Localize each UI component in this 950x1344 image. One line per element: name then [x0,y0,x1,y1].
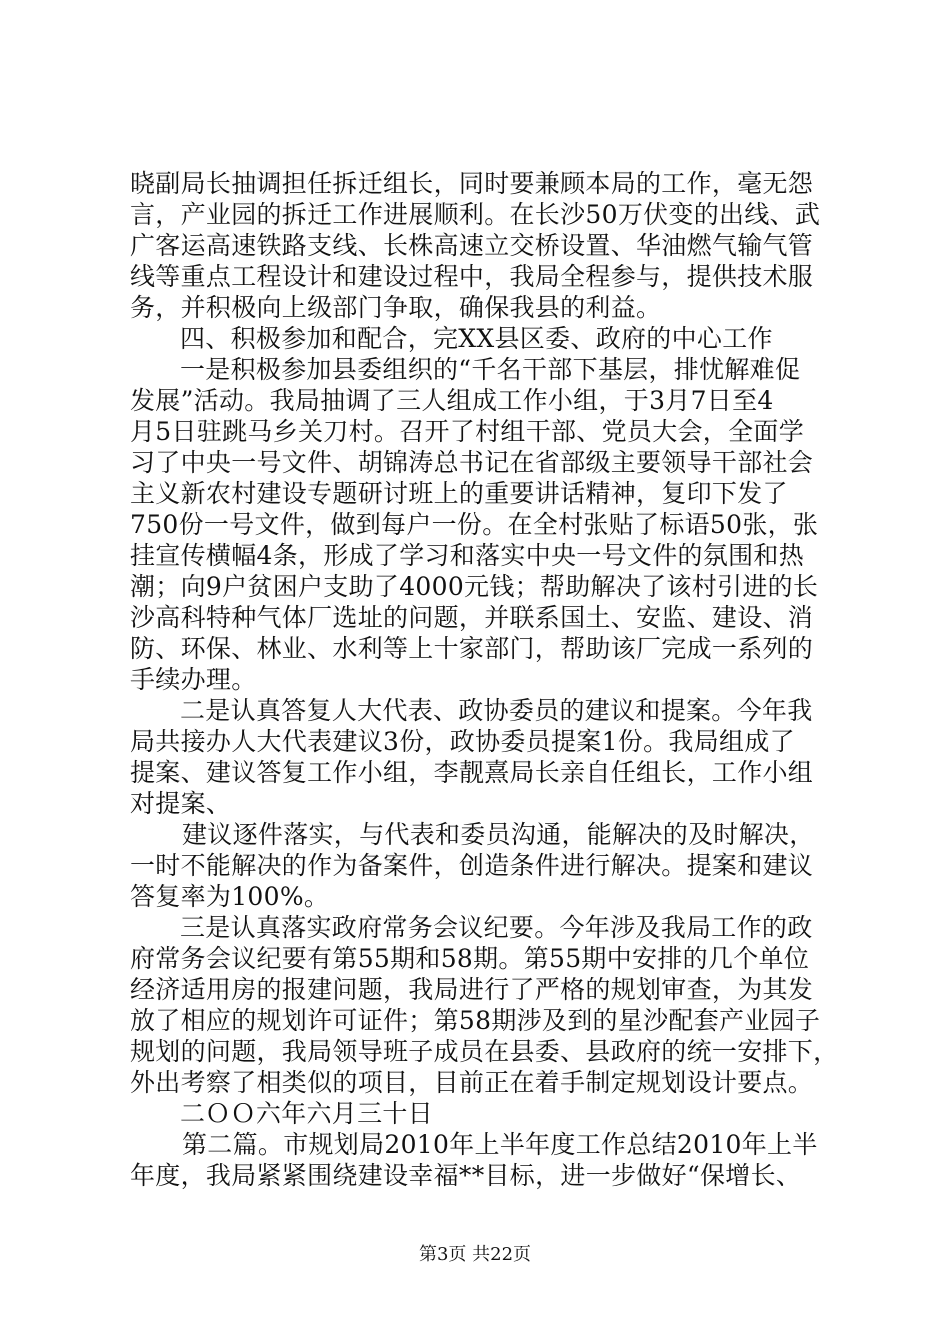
text-line: 年度，我局紧紧围绕建设幸福**目标，进一步做好“保增长、 [130,1161,802,1190]
text-line: 规划的问题，我局领导班子成员在县委、县政府的统一安排下， [130,1037,839,1066]
text-line: 提案、建议答复工作小组，李靓熹局长亲自任组长，工作小组 [130,758,814,787]
text-line: 习了中央一号文件、胡锦涛总书记在省部级主要领导干部社会 [130,448,814,477]
text-line: 对提案、 [130,789,232,818]
text-line: 二ＯＯ六年六月三十日 [180,1099,434,1128]
document-body [130,168,839,1191]
text-line: 潮；向9户贫困户支助了4000元钱；帮助解决了该村引进的长 [130,572,819,601]
text-line: 三是认真落实政府常务会议纪要。今年涉及我局工作的政 [180,913,813,942]
text-line: 沙高科特种气体厂选址的问题，并联系国土、安监、建设、消 [130,603,814,632]
text-line: 广客运高速铁路支线、长株高速立交桥设置、华油燃气输气管 [130,231,814,260]
text-line: 经济适用房的报建问题，我局进行了严格的规划审查，为其发 [130,975,814,1004]
text-line: 局共接办人大代表建议3份，政协委员提案1份。我局组成了 [130,727,795,756]
text-line: 二是认真答复人大代表、政协委员的建议和提案。今年我 [180,696,813,725]
text-line: 放了相应的规划许可证件；第58期涉及到的星沙配套产业园子 [130,1006,821,1035]
text-line: 务，并积极向上级部门争取，确保我县的利益。 [130,293,662,322]
text-line: 线等重点工程设计和建设过程中，我局全程参与，提供技术服 [130,262,814,291]
text-line: 一时不能解决的作为备案件，创造条件进行解决。提案和建议 [130,851,814,880]
text-line: 第二篇。市规划局2010年上半年度工作总结2010年上半 [182,1130,818,1159]
text-line: 发展”活动。我局抽调了三人组成工作小组，于3月7日至4 [130,386,774,415]
text-line: 建议逐件落实，与代表和委员沟通，能解决的及时解决， [182,820,815,849]
text-line: 手续办理。 [130,665,257,694]
text-line: 外出考察了相类似的项目，目前正在着手制定规划设计要点。 [130,1068,814,1097]
text-line: 四、积极参加和配合，完XX县区委、政府的中心工作 [180,324,773,353]
text-line: 答复率为100%。 [130,882,330,911]
text-line: 言，产业园的拆迁工作进展顺利。在长沙50万伏变的出线、武 [130,200,821,229]
text-line: 晓副局长抽调担任拆迁组长，同时要兼顾本局的工作，毫无怨 [130,169,814,198]
text-line: 750份一号文件，做到每户一份。在全村张贴了标语50张，张 [130,510,819,539]
text-line: 府常务会议纪要有第55期和58期。第55期中安排的几个单位 [130,944,810,973]
text-line: 一是积极参加县委组织的“千名干部下基层，排忧解难促 [180,355,801,384]
page-footer: 第3页 共22页 [418,1244,532,1265]
text-line: 挂宣传横幅4条，形成了学习和落实中央一号文件的氛围和热 [130,541,805,570]
text-line: 主义新农村建设专题研讨班上的重要讲话精神，复印下发了 [130,479,788,508]
text-line: 防、环保、林业、水利等上十家部门，帮助该厂完成一系列的 [130,634,814,663]
text-line: 月5日驻跳马乡关刀村。召开了村组干部、党员大会，全面学 [130,417,805,446]
